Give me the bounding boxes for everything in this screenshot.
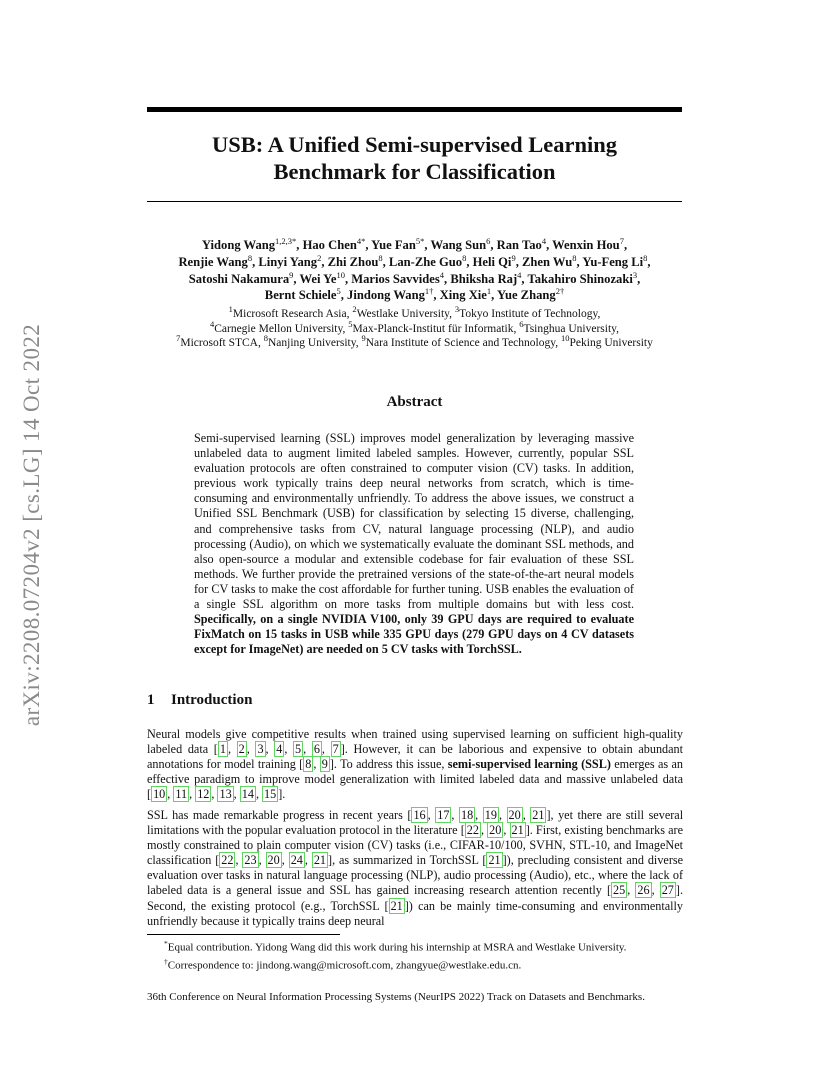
citation-link[interactable]: 20	[267, 853, 280, 868]
abstract-body	[194, 431, 634, 657]
citation-link[interactable]: 9	[321, 757, 328, 772]
footnote-correspondence	[164, 955, 684, 973]
affil-text: Max-Planck-Institut für Informatik,	[352, 322, 520, 335]
author-mark: 3	[632, 269, 638, 280]
author-name: Takahiro Shinozaki	[527, 271, 633, 286]
author-mark: 5	[336, 286, 341, 297]
citation-link[interactable]: 21	[313, 853, 327, 868]
intro-paragraph-1: Neural models give competitive results when trained using supervised learning on sufficient high-quality labeled data [ 1 , 2 , 3 , 4 , 5 , 6 , 7 ]. However, it can be laborious and expensive to obtain abundant annotations for model training [ 8 , 9 ]. To address this issue, semi-supervised learning (SSL) emerges as an effective paradigm to improve model generalization with limited labeled data and massive unlabeled data [ 10 , 11 , 12 , 13 , 14 , 15 ].	[147, 727, 684, 802]
author-line-2: Renjie Wang$^8$, Linyi Yang$^2$, Zhi Zhou$^8$, Lan-Zhe Guo$^8$, Heli Qi$^9$, Zhen Wu$^8$, Yu-Feng Li$^8$,	[178, 252, 651, 269]
footnote-mark: *	[164, 939, 168, 948]
author-mark: 1	[486, 286, 492, 297]
affil-text: Carnegie Mellon University,	[214, 322, 349, 335]
author-mark: 8	[247, 252, 253, 263]
citation-link[interactable]: 21	[488, 853, 501, 868]
title-line-1: USB: A Unified Semi-supervised Learning	[211, 132, 618, 157]
affil-mark: 2	[352, 304, 357, 315]
author-list	[147, 237, 682, 304]
venue-footer: 36th Conference on Neural Information Processing Systems (NeurIPS 2022) Track on Datasets and Benchmarks.	[147, 991, 645, 1003]
author-name: Wenxin Hou	[552, 238, 620, 252]
para-text: ], yet there are still several limitations with the popular evaluation protocol in the literature [	[147, 808, 684, 838]
arxiv-side-identifier	[2, 290, 62, 760]
author-name: Yue Zhang	[497, 288, 556, 303]
author-name: Jindong Wang	[347, 288, 425, 303]
author-mark: 8	[643, 252, 648, 263]
affil-text: Peking University	[569, 337, 653, 349]
affil-text: Nara Institute of Science and Technology,	[365, 337, 561, 349]
intro-paragraph-2: SSL has made remarkable progress in recent years [ 16 , 17 , 18 , 19 , 20 , 21 ], yet there are still several limitations with the popular evaluation protocol in the literature [ 22 , 20 , 21 ]. First, existing benchmarks are mostly constrained to plain computer vision (CV) tasks (i.e., CIFAR-10/100, SVHN, STL-10, and ImageNet classification [ 22 , 23 , 20 , 24 , 21 ], as summarized in TorchSSL [ 21 ]), precluding consistent and diverse evaluation over tasks in natural language processing (NLP), audio processing (Audio), etc., where the lack of labeled data is a general issue and SSL has gained increasing research attention recently [ 25 , 26 , 27 ]. Second, the existing protocol (e.g., TorchSSL [ 21 ]) can be mainly time-consuming and environmentally unfriendly because it typically trains deep neural	[147, 808, 684, 928]
author-mark: 4*	[356, 235, 366, 246]
citation-link[interactable]: 22	[221, 853, 234, 868]
para-text: ]. To address this issue,	[329, 757, 448, 772]
citation-link[interactable]: 21	[511, 823, 524, 838]
paper-title	[147, 131, 682, 185]
author-name: Renjie Wang	[178, 254, 248, 269]
para-text: ]. However, it can be laborious and expensive to obtain abundant annotations for model training [	[147, 742, 684, 772]
affiliation-line-2	[140, 318, 689, 337]
author-name: Ran Tao	[496, 238, 542, 252]
para-text: ], as summarized in TorchSSL [	[328, 853, 487, 868]
author-mark: 2	[317, 252, 322, 263]
citation-link[interactable]: 8	[305, 757, 312, 772]
author-mark: 7	[619, 235, 624, 246]
author-mark: 8	[572, 252, 577, 263]
arxiv-id-text: arXiv:2208.07204v2 [cs.LG] 14 Oct 2022	[19, 323, 44, 727]
author-name: Hao Chen	[302, 238, 357, 252]
citation-link[interactable]: 18	[460, 808, 474, 822]
author-name: Zhen Wu	[521, 254, 573, 269]
affil-mark: 4	[209, 318, 215, 329]
citation-link[interactable]: 20	[489, 823, 502, 838]
citation-link[interactable]: 6	[313, 742, 320, 757]
author-name: Lan-Zhe Guo	[388, 254, 463, 269]
citation-link[interactable]: 5	[295, 742, 302, 757]
citation-link[interactable]: 24	[290, 853, 303, 868]
author-name: Satoshi Nakamura	[188, 271, 290, 286]
citation-link[interactable]: 27	[661, 883, 674, 898]
title-line-2: Benchmark for Classification	[273, 159, 556, 184]
abstract-heading: Abstract	[386, 394, 443, 410]
footnote-mark: †	[164, 956, 168, 966]
author-name: Wei Ye	[299, 271, 337, 286]
para-text: ].	[278, 787, 286, 802]
author-line-1: Yidong Wang$^{1,2,3*}$, Hao Chen$^{4*}$, Yue Fan$^{5*}$, Wang Sun$^6$, Ran Tao$^4$, Wenxin Hou$^7$,	[201, 235, 628, 252]
citation-link[interactable]: 3	[257, 742, 264, 757]
author-mark: 4	[439, 269, 445, 280]
citation-link[interactable]: 2	[238, 742, 245, 757]
author-name: Linyi Yang	[258, 254, 318, 269]
footnote-text: Equal contribution. Yidong Wang did this work during his internship at MSRA and Westlake University.	[167, 941, 627, 954]
para-text: SSL has made remarkable progress in recent years [	[147, 808, 412, 822]
citation-link[interactable]: 21	[532, 808, 545, 822]
para-text: ]. Second, the existing protocol (e.g., TorchSSL [	[147, 883, 683, 913]
affiliation-line-3	[140, 333, 689, 351]
section-number: 1	[147, 692, 155, 708]
title-rule-top	[147, 107, 682, 112]
affil-mark: 10	[561, 333, 570, 344]
footnote-equal-contribution	[164, 937, 684, 955]
section-heading-introduction	[147, 692, 252, 709]
citation-link[interactable]: 10	[153, 787, 166, 802]
affil-mark: 5	[348, 318, 353, 329]
section-title: Introduction	[171, 692, 253, 708]
citation-link[interactable]: 12	[197, 787, 210, 802]
affil-mark: 3	[454, 304, 460, 315]
citation-link[interactable]: 7	[332, 742, 339, 757]
citation-link[interactable]: 13	[219, 787, 232, 802]
affil-mark: 8	[263, 333, 268, 344]
para-text: ]), precluding consistent and diverse evaluation over tasks in natural language processing (NLP), audio processing (Audio), etc., where the lack of labeled data is a general issue and SSL has gained increasing research attention recently [	[147, 853, 684, 898]
affil-text: Microsoft Research Asia,	[232, 308, 353, 320]
author-name: Xing Xie	[439, 288, 487, 303]
citation-link[interactable]: 16	[413, 808, 426, 822]
author-mark: 9	[289, 269, 294, 280]
author-mark: 4	[541, 235, 547, 246]
affil-mark: 9	[361, 333, 366, 344]
author-name: Wang Sun	[430, 238, 487, 252]
title-rule-bottom	[147, 201, 682, 202]
affil-text: Westlake University,	[356, 308, 455, 320]
para-text: ]. First, existing benchmarks are mostly constrained to plain computer vision (CV) tasks (i.e., CIFAR-10/100, SVHN, STL-10, and ImageNet classification [	[147, 823, 684, 868]
affiliations	[140, 304, 689, 351]
footnotes	[164, 937, 684, 972]
author-mark: 5*	[415, 235, 425, 246]
citation-link[interactable]: 1	[219, 742, 226, 757]
abstract-bold-text: Specifically, on a single NVIDIA V100, only 39 GPU days are required to evaluate FixMatch on 15 tasks in USB while 335 GPU days (279 GPU days on 4 CV datasets except for ImageNet) are needed on 5 CV tasks with TorchSSL.	[194, 612, 634, 657]
author-mark: 1,2,3*	[275, 235, 297, 246]
abstract-text: Semi-supervised learning (SSL) improves model generalization by leveraging massive unlabeled data to augment limited labeled samples. However, currently, popular SSL evaluation protocols are often constrained to computer vision (CV) tasks. In addition, previous work typically trains deep neural networks from scratch, which is time-consuming and environmentally unfriendly. To address the above issues, we construct a Unified SSL Benchmark (USB) for classification by selecting 15 diverse, challenging, and comprehensive tasks from CV, natural language processing (NLP), and audio processing (Audio), on which we systematically evaluate the dominant SSL methods, and also open-source a modular and extensible codebase for fair evaluation of these SSL methods. We further provide the pretrained versions of the state-of-the-art neural models for CV tasks to make the cost affordable for further tuning. USB enables the evaluation of a single SSL algorithm on more tasks from multiple domains but with less cost.	[194, 431, 634, 612]
author-mark: 8	[378, 252, 383, 263]
citation-link[interactable]: 11	[175, 787, 188, 802]
footnote-rule	[147, 934, 340, 935]
author-name: Yu-Feng Li	[582, 254, 644, 269]
affil-mark: 6	[519, 318, 524, 329]
author-name: Yidong Wang	[201, 238, 276, 252]
affil-text: Tokyo Institute of Technology,	[459, 308, 601, 320]
author-mark: 8	[462, 252, 467, 263]
author-mark: 4	[517, 269, 522, 280]
author-name: Bhiksha Raj	[450, 271, 518, 286]
affil-text: Nanjing University,	[267, 337, 362, 349]
affil-mark: 7	[176, 333, 181, 344]
para-text: Neural models give competitive results when trained using supervised learning on sufficient high-quality labeled data [	[147, 727, 683, 757]
citation-link[interactable]: 4	[276, 742, 283, 757]
citation-link[interactable]: 23	[244, 853, 257, 868]
para-bold-text: semi-supervised learning (SSL)	[447, 757, 611, 772]
author-line-4: Bernt Schiele$^5$, Jindong Wang$^{1\dagger}$, Xing Xie$^1$, Yue Zhang$^{2\dagger}$	[264, 286, 565, 303]
citation-link[interactable]: 20	[508, 808, 521, 822]
author-mark: 1†	[424, 286, 434, 297]
footnote-text: Correspondence to: jindong.wang@microsoft.com, zhangyue@westlake.edu.cn.	[167, 959, 522, 972]
affil-text: Microsoft STCA,	[180, 337, 264, 349]
citation-link[interactable]: 21	[390, 898, 403, 913]
citation-link[interactable]: 14	[241, 787, 254, 802]
author-line-3: Satoshi Nakamura$^9$, Wei Ye$^{10}$, Marios Savvides$^4$, Bhiksha Raj$^4$, Takahiro Shinozaki$^3$,	[188, 269, 641, 286]
author-name: Yue Fan	[371, 238, 416, 252]
affil-text: Tsinghua University,	[523, 322, 620, 335]
citation-link[interactable]: 15	[264, 787, 277, 802]
author-name: Zhi Zhou	[327, 254, 379, 269]
author-mark: 10	[336, 269, 345, 280]
para-text: emerges as an effective paradigm to improve model generalization with limited labeled data and massive unlabeled data [	[147, 757, 683, 802]
affil-mark: 1	[228, 304, 233, 315]
author-name: Bernt Schiele	[264, 288, 337, 303]
author-mark: 9	[511, 252, 516, 263]
citation-link[interactable]: 26	[637, 883, 650, 898]
author-mark: 2†	[555, 286, 565, 297]
author-name: Heli Qi	[472, 254, 512, 269]
citation-link[interactable]: 25	[613, 883, 626, 898]
author-name: Marios Savvides	[351, 271, 440, 286]
citation-link[interactable]: 17	[437, 808, 450, 822]
affiliation-line-1	[140, 304, 689, 322]
para-text: ]) can be mainly time-consuming and environmentally unfriendly because it typically trains deep neural	[147, 898, 684, 928]
author-mark: 6	[486, 235, 491, 246]
citation-link[interactable]: 22	[466, 823, 479, 838]
citation-link[interactable]: 19	[484, 808, 497, 822]
